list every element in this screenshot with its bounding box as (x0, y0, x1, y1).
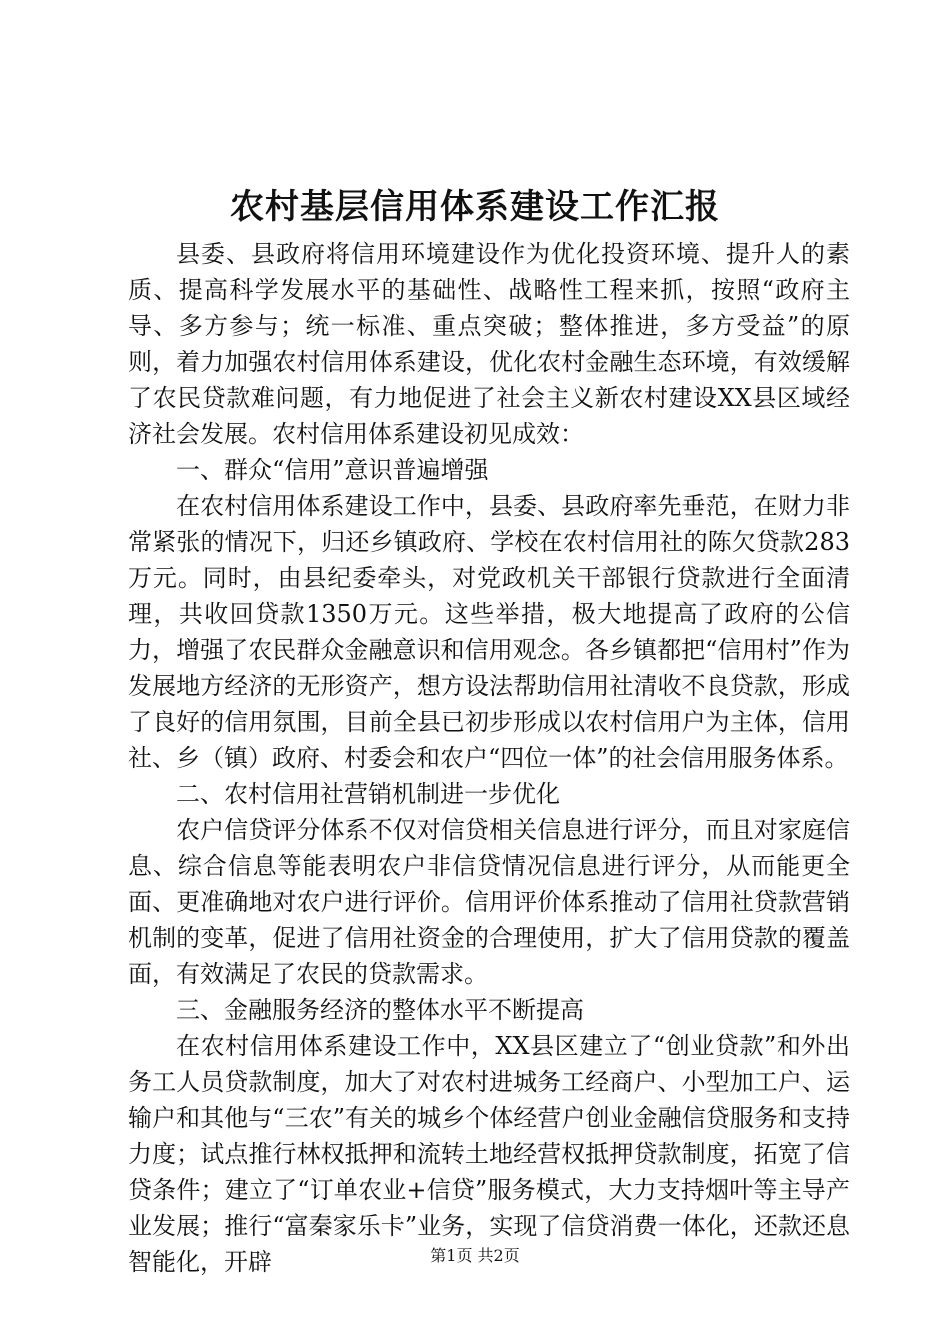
section-1-paragraph: 在农村信用体系建设工作中，县委、县政府率先垂范，在财力非常紧张的情况下，归还乡镇政府、学校在农村信用社的陈欠贷款283万元。同时，由县纪委牵头，对党政机关干部银行贷款进行全面清理，共收回贷款1350万元。这些举措，极大地提高了政府的公信力，增强了农民群众金融意识和信用观念。各乡镇都把“信用村”作为发展地方经济的无形资产，想方设法帮助信用社清收不良贷款，形成了良好的信用氛围，目前全县已初步形成以农村信用户为主体，信用社、乡（镇）政府、村委会和农户“四位一体”的社会信用服务体系。 (128, 492, 850, 772)
section-heading-1: 一、群众“信用”意识普遍增强 (176, 456, 489, 484)
section-3-paragraph: 在农村信用体系建设工作中，XX县区建立了“创业贷款”和外出务工人员贷款制度，加大了对农村进城务工经商户、小型加工户、运输户和其他与“三农”有关的城乡个体经营户创业金融信贷服务和支持力度；试点推行林权抵押和流转土地经营权抵押贷款制度，拓宽了信贷条件；建立了“订单农业+信贷”服务模式，大力支持烟叶等主导产业发展；推行“富秦家乐卡”业务，实现了信贷消费一体化，还款还息智能化，开辟 (128, 1032, 850, 1276)
section-heading-2: 二、农村信用社营销机制进一步优化 (176, 780, 560, 808)
page-number-footer: 第1页 共2页 (430, 1246, 520, 1265)
document-body (128, 236, 850, 1280)
section-2-paragraph: 农户信贷评分体系不仅对信贷相关信息进行评分，而且对家庭信息、综合信息等能表明农户非信贷情况信息进行评分，从而能更全面、更准确地对农户进行评价。信用评价体系推动了信用社贷款营销机制的变革，促进了信用社资金的合理使用，扩大了信用贷款的覆盖面，有效满足了农民的贷款需求。 (128, 816, 850, 988)
section-heading-3: 三、金融服务经济的整体水平不断提高 (176, 996, 584, 1024)
intro-paragraph: 县委、县政府将信用环境建设作为优化投资环境、提升人的素质、提高科学发展水平的基础性、战略性工程来抓，按照“政府主导、多方参与；统一标准、重点突破；整体推进，多方受益”的原则，着力加强农村信用体系建设，优化农村金融生态环境，有效缓解了农民贷款难问题，有力地促进了社会主义新农村建设XX县区域经济社会发展。农村信用体系建设初见成效： (128, 240, 850, 448)
document-title: 农村基层信用体系建设工作汇报 (230, 187, 720, 227)
